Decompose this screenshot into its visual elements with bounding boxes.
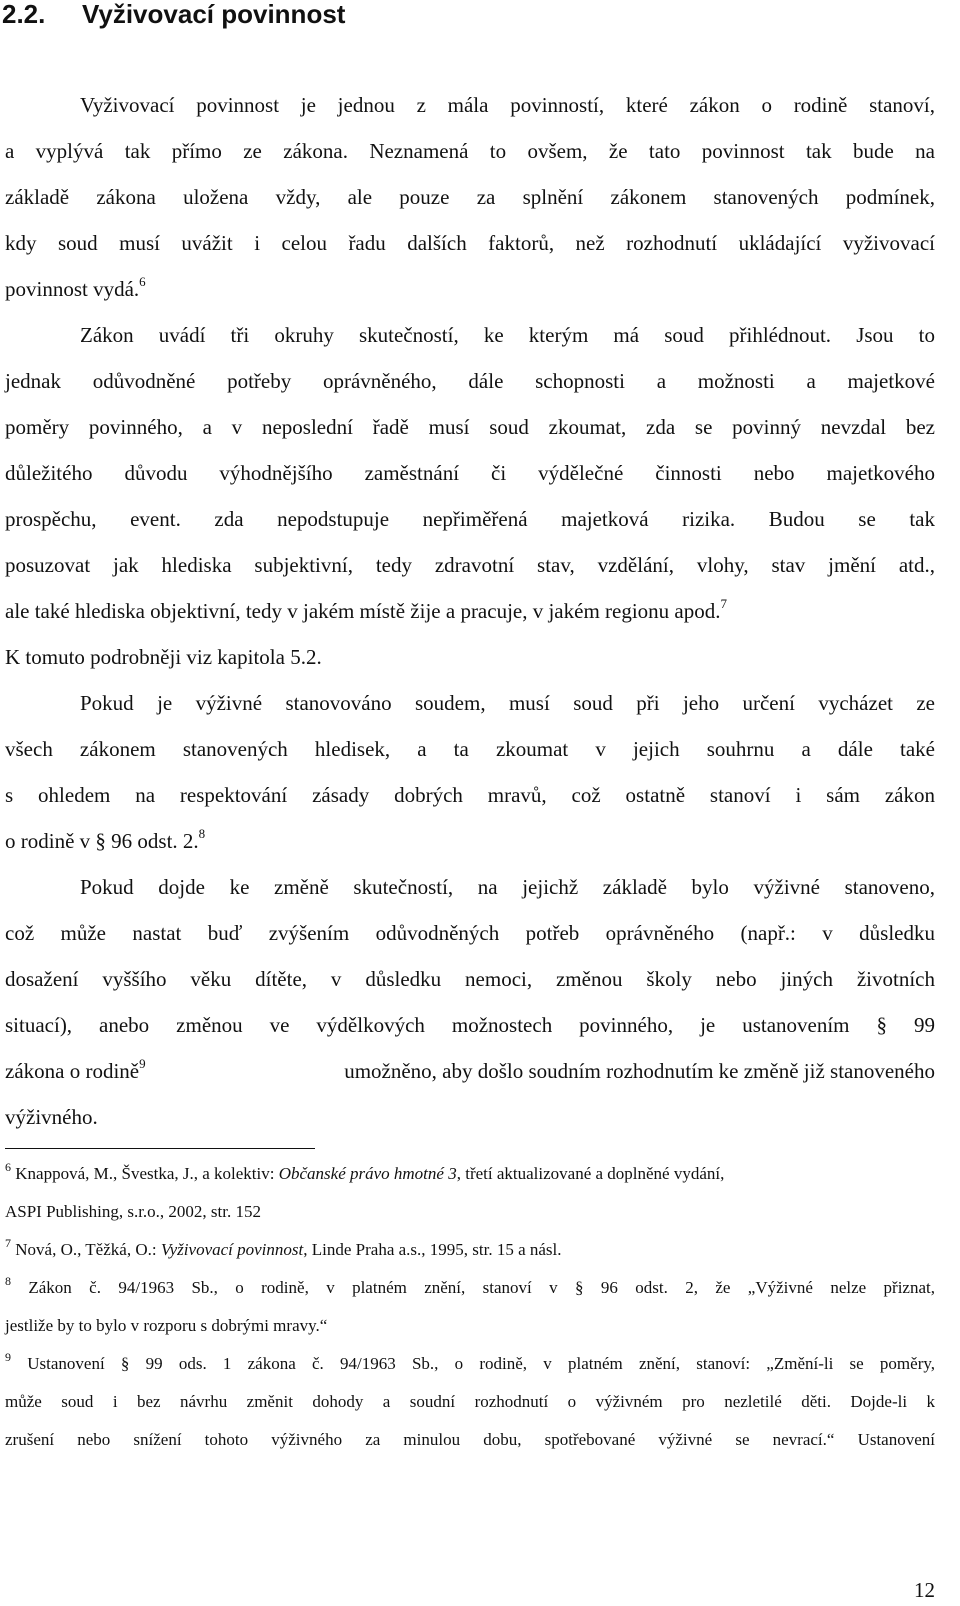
footnote-separator bbox=[5, 1148, 315, 1149]
body-line: K tomuto podrobněji viz kapitola 5.2. bbox=[5, 645, 322, 669]
body-line: poměry povinného, a v neposlední řadě musí soud zkoumat, zda se povinný nevzdal bez bbox=[5, 415, 935, 439]
body-line: Zákon uvádí tři okruhy skutečností, ke kterým má soud přihlédnout. Jsou to bbox=[80, 323, 935, 347]
body-line: prospěchu, event. zda nepodstupuje nepřiměřená majetková rizika. Budou se tak bbox=[5, 507, 935, 531]
footnote-9-cont: zrušení nebo snížení tohoto výživného za minulou dobu, spotřebované výživné se nevrací.“ Ustanovení bbox=[5, 1430, 935, 1449]
footnote-ref-8[interactable]: 8 bbox=[198, 826, 206, 841]
body-line: všech zákonem stanovených hledisek, a ta zkoumat v jejich souhrnu a dále také bbox=[5, 737, 935, 761]
section-number: 2.2. bbox=[2, 0, 46, 29]
body-line: důležitého důvodu výhodnějšího zaměstnání či výdělečné činnosti nebo majetkového bbox=[5, 461, 935, 485]
footnote-6: $^6$ Knappová, M., Švestka, J., a kolektiv: Občanské právo hmotné 3, třetí aktualizované a doplněné vydání, bbox=[5, 1160, 725, 1183]
footnote-8-cont: jestliže by to bylo v rozporu s dobrými mravy.“ bbox=[5, 1316, 328, 1335]
body-line: základě zákona uložena vždy, ale pouze za splnění zákonem stanovených podmínek, bbox=[5, 185, 935, 209]
body-line: výživného. bbox=[5, 1105, 98, 1129]
body-line: s ohledem na respektování zásady dobrých mravů, což ostatně stanoví i sám zákon bbox=[5, 783, 935, 807]
footnote-6-cont: ASPI Publishing, s.r.o., 2002, str. 152 bbox=[5, 1202, 261, 1221]
body-line: což může nastat buď zvýšením odůvodněných potřeb oprávněného (např.: v důsledku bbox=[5, 921, 935, 945]
body-line: ale také hlediska objektivní, tedy v jakém místě žije a pracuje, v jakém regionu apod.$^7$ bbox=[5, 596, 728, 623]
body-line: Pokud dojde ke změně skutečností, na jejichž základě bylo výživné stanoveno, bbox=[80, 875, 935, 899]
body-line: Pokud je výživné stanovováno soudem, musí soud při jeho určení vycházet ze bbox=[80, 691, 935, 715]
body-line: Vyživovací povinnost je jednou z mála povinností, které zákon o rodině stanoví, bbox=[80, 93, 935, 117]
footnote-9: $^9$ Ustanovení § 99 ods. 1 zákona č. 94/1963 Sb., o rodině, v platném znění, stanoví: „Změní-li se poměry, bbox=[5, 1350, 936, 1373]
footnote-7: $^7$ Nová, O., Těžká, O.: Vyživovací povinnost, Linde Praha a.s., 1995, str. 15 a násl. bbox=[5, 1236, 562, 1259]
footnote-ref-7[interactable]: 7 bbox=[720, 596, 728, 611]
body-line: povinnost vydá.$^6$ bbox=[5, 274, 146, 301]
section-heading bbox=[2, 0, 345, 34]
page-number: 12 bbox=[914, 1578, 935, 1602]
body-line: dosažení vyššího věku dítěte, v důsledku nemoci, změnou školy nebo jiných životních bbox=[5, 967, 935, 991]
footnote-ref-6[interactable]: 6 bbox=[139, 274, 146, 289]
footnote-8: $^8$ Zákon č. 94/1963 Sb., o rodině, v platném znění, stanoví v § 96 odst. 2, že „Výživné nelze přiznat, bbox=[5, 1274, 935, 1297]
body-line: zákona o rodině$^9$ umožněno, aby došlo soudním rozhodnutím ke změně již stanoveného bbox=[5, 1056, 935, 1083]
body-line: kdy soud musí uvážit i celou řadu dalších faktorů, než rozhodnutí ukládající vyživovací bbox=[5, 231, 935, 255]
footnote-ref-9[interactable]: 9 bbox=[139, 1056, 146, 1071]
body-line: o rodině v § 96 odst. 2.$^8$ bbox=[5, 826, 206, 853]
footnote-9-cont: může soud i bez návrhu změnit dohody a soudní rozhodnutí o výživném pro nezletilé děti. Dojde-li k bbox=[5, 1392, 935, 1411]
body-line: jednak odůvodněné potřeby oprávněného, dále schopnosti a možnosti a majetkové bbox=[5, 369, 935, 393]
body-line: a vyplývá tak přímo ze zákona. Neznamená to ovšem, že tato povinnost tak bude na bbox=[5, 139, 935, 163]
body-line: posuzovat jak hlediska subjektivní, tedy zdravotní stav, vzdělání, vlohy, stav jmění atd., bbox=[5, 553, 935, 577]
body-line: situací), anebo změnou ve výdělkových možnostech povinného, je ustanovením § 99 bbox=[5, 1013, 935, 1037]
section-title: Vyživovací povinnost bbox=[82, 0, 346, 29]
